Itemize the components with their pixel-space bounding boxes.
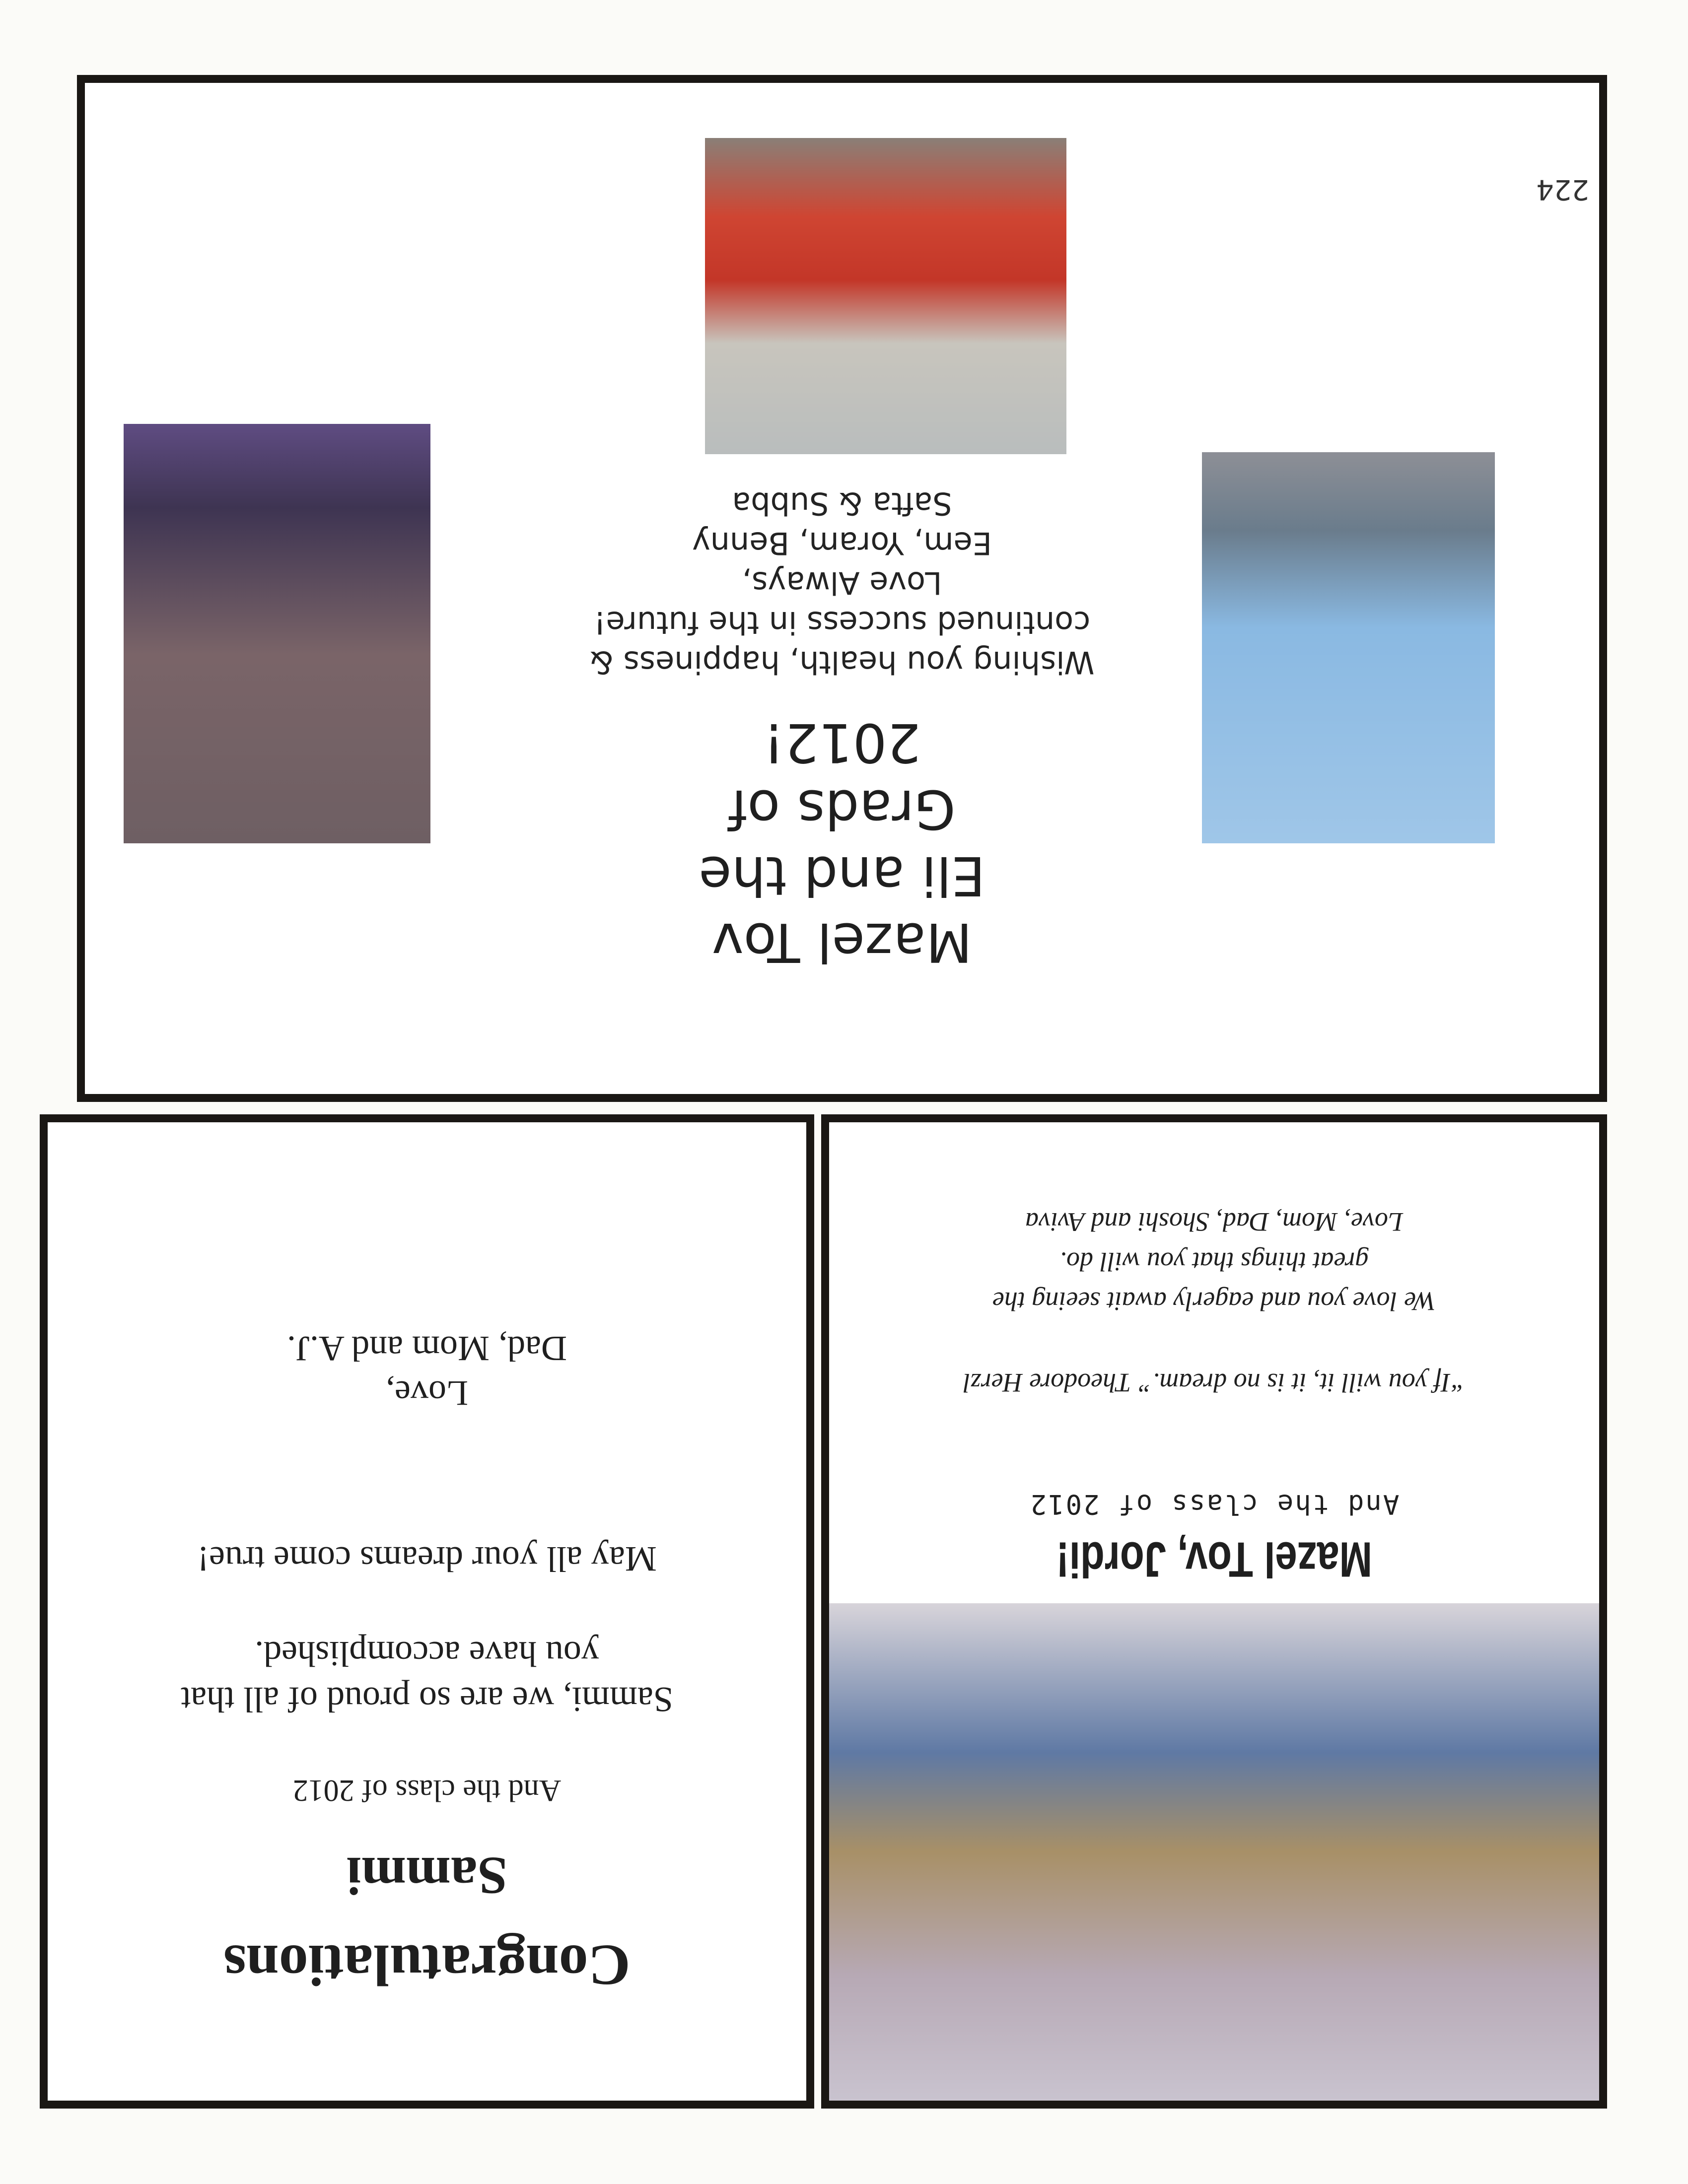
jordi-message-line: Love, Mom, Dad, Shoshi and Aviva [1025,1207,1403,1237]
sammi-wish: May all your dreams come true! [197,1539,657,1579]
photo-carousel [829,1603,1599,2101]
ad-sammi [40,1114,814,2109]
sammi-message [48,1631,806,1722]
ad-eli [77,75,1607,1102]
sammi-message-line: you have accomplished. [255,1634,599,1674]
sammi-signoff [48,1326,806,1416]
eli-title-line: Mazel Tov [711,911,973,973]
sammi-heading: Congratulations [223,1933,631,1998]
page-number: 224 [1536,173,1589,205]
jordi-title: Mazel Tov, Jordi! [1055,1532,1373,1587]
eli-title-line: Grads of [728,778,956,840]
jordi-message [829,1202,1599,1321]
sammi-name: Sammi [347,1846,507,1905]
sammi-signoff-line: Dad, Mom and A.J. [287,1329,567,1368]
eli-message-line: Safta & Subba [732,485,952,522]
jordi-quote: “If you will it, it is no dream.” Theodore Herzl [963,1368,1466,1398]
photo-boy-red-shirt [705,138,1066,454]
eli-title-line: 2012! [763,711,921,773]
sammi-signoff-line: Love, [386,1373,468,1413]
jordi-class-line: And the class of 2012 [1029,1489,1400,1520]
sammi-class-line: And the class of 2012 [292,1774,562,1807]
eli-message-line: Love Always, [742,565,942,601]
eli-title [85,709,1599,975]
eli-message-line: continued success in the future! [593,605,1091,641]
sammi-message-line: Sammi, we are so proud of all that [181,1680,673,1719]
jordi-message-line: We love you and eagerly await seeing the [992,1287,1436,1316]
ad-jordi [821,1114,1607,2109]
eli-message [85,483,1599,682]
eli-title-line: Eli and the [699,844,985,906]
eli-message-line: Wishing you health, happiness & [589,644,1095,681]
jordi-message-line: great things that you will do. [1059,1247,1369,1277]
eli-message-line: Eem, Yoram, Benny [692,525,992,561]
